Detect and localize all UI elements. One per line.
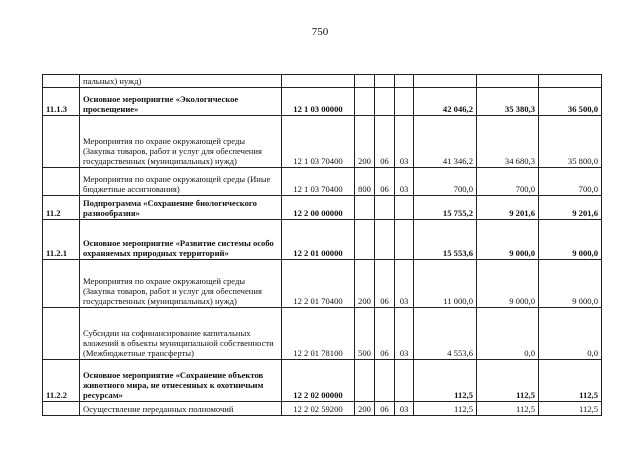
row-name: пальных) нужд) <box>80 75 282 88</box>
table-row <box>43 220 602 260</box>
subsection-code: 03 <box>395 168 414 196</box>
subsection-code <box>395 75 414 88</box>
amount-year-1: 700,0 <box>414 168 477 196</box>
subsection-code <box>395 196 414 220</box>
row-code: 11.2.1 <box>43 220 80 260</box>
row-name: Основное мероприятие «Экологическое просвещение» <box>80 88 282 116</box>
expense-type-code: 500 <box>355 308 375 360</box>
table-row <box>43 260 602 308</box>
subsection-code <box>395 360 414 402</box>
expense-type-code <box>355 360 375 402</box>
table-row <box>43 196 602 220</box>
target-article-code: 12 2 02 00000 <box>282 360 355 402</box>
amount-year-1: 41 346,2 <box>414 116 477 168</box>
table-row <box>43 402 602 416</box>
amount-year-1: 112,5 <box>414 402 477 416</box>
section-code: 06 <box>375 116 395 168</box>
amount-year-1: 4 553,6 <box>414 308 477 360</box>
row-name: Основное мероприятие «Развитие системы особо охраняемых природных территорий» <box>80 220 282 260</box>
table-row <box>43 360 602 402</box>
section-code: 06 <box>375 168 395 196</box>
target-article-code <box>282 75 355 88</box>
amount-year-3: 9 000,0 <box>539 220 602 260</box>
subsection-code: 03 <box>395 402 414 416</box>
expense-type-code <box>355 88 375 116</box>
expense-type-code <box>355 196 375 220</box>
amount-year-3: 9 000,0 <box>539 260 602 308</box>
amount-year-2: 34 680,3 <box>477 116 539 168</box>
table-row <box>43 88 602 116</box>
table-row <box>43 308 602 360</box>
expense-type-code: 200 <box>355 260 375 308</box>
amount-year-1 <box>414 75 477 88</box>
amount-year-3: 112,5 <box>539 402 602 416</box>
row-code <box>43 75 80 88</box>
row-code <box>43 308 80 360</box>
amount-year-1: 112,5 <box>414 360 477 402</box>
section-code <box>375 75 395 88</box>
expense-type-code: 800 <box>355 168 375 196</box>
page-number: 750 <box>311 26 329 38</box>
subsection-code: 03 <box>395 308 414 360</box>
target-article-code: 12 1 03 00000 <box>282 88 355 116</box>
amount-year-2: 9 000,0 <box>477 220 539 260</box>
table-row <box>43 116 602 168</box>
row-code: 11.1.3 <box>43 88 80 116</box>
section-code: 06 <box>375 402 395 416</box>
row-name: Осуществление переданных полномочий <box>80 402 282 416</box>
subsection-code: 03 <box>395 116 414 168</box>
budget-table <box>42 74 602 416</box>
amount-year-1: 15 553,6 <box>414 220 477 260</box>
amount-year-1: 15 755,2 <box>414 196 477 220</box>
amount-year-3: 700,0 <box>539 168 602 196</box>
amount-year-2: 9 000,0 <box>477 260 539 308</box>
row-name: Мероприятия по охране окружающей среды (Иные бюджетные ассигнования) <box>80 168 282 196</box>
amount-year-2: 112,5 <box>477 402 539 416</box>
amount-year-2: 0,0 <box>477 308 539 360</box>
amount-year-2: 700,0 <box>477 168 539 196</box>
row-code <box>43 402 80 416</box>
amount-year-2: 9 201,6 <box>477 196 539 220</box>
row-name: Мероприятия по охране окружающей среды (Закупка товаров, работ и услуг для обеспечения государственных (муниципальных) нужд) <box>80 116 282 168</box>
target-article-code: 12 2 01 00000 <box>282 220 355 260</box>
amount-year-1: 42 046,2 <box>414 88 477 116</box>
amount-year-3 <box>539 75 602 88</box>
row-code: 11.2.2 <box>43 360 80 402</box>
amount-year-1: 11 000,0 <box>414 260 477 308</box>
row-name: Субсидии на софинансирование капитальных вложений в объекты муниципальной собственности (Межбюджетные трансферты) <box>80 308 282 360</box>
row-code <box>43 168 80 196</box>
section-code: 06 <box>375 308 395 360</box>
subsection-code <box>395 220 414 260</box>
row-code: 11.2 <box>43 196 80 220</box>
amount-year-3: 35 800,0 <box>539 116 602 168</box>
expense-type-code: 200 <box>355 402 375 416</box>
amount-year-2: 35 380,3 <box>477 88 539 116</box>
target-article-code: 12 2 01 70400 <box>282 260 355 308</box>
target-article-code: 12 2 00 00000 <box>282 196 355 220</box>
section-code: 06 <box>375 260 395 308</box>
section-code <box>375 88 395 116</box>
table-row <box>43 168 602 196</box>
target-article-code: 12 1 03 70400 <box>282 116 355 168</box>
subsection-code: 03 <box>395 260 414 308</box>
row-name: Мероприятия по охране окружающей среды (Закупка товаров, работ и услуг для обеспечения государственных (муниципальных) нужд) <box>80 260 282 308</box>
expense-type-code <box>355 75 375 88</box>
row-name: Основное мероприятие «Сохранение объектов животного мира, не отнесенных к охотничьим ресурсам» <box>80 360 282 402</box>
amount-year-3: 9 201,6 <box>539 196 602 220</box>
amount-year-3: 0,0 <box>539 308 602 360</box>
target-article-code: 12 1 03 70400 <box>282 168 355 196</box>
amount-year-3: 112,5 <box>539 360 602 402</box>
row-code <box>43 116 80 168</box>
row-name: Подпрограмма «Сохранение биологического разнообразия» <box>80 196 282 220</box>
subsection-code <box>395 88 414 116</box>
table-row <box>43 75 602 88</box>
target-article-code: 12 2 02 59200 <box>282 402 355 416</box>
row-code <box>43 260 80 308</box>
section-code <box>375 220 395 260</box>
section-code <box>375 360 395 402</box>
amount-year-2 <box>477 75 539 88</box>
target-article-code: 12 2 01 78100 <box>282 308 355 360</box>
amount-year-3: 36 500,0 <box>539 88 602 116</box>
amount-year-2: 112,5 <box>477 360 539 402</box>
expense-type-code <box>355 220 375 260</box>
expense-type-code: 200 <box>355 116 375 168</box>
section-code <box>375 196 395 220</box>
